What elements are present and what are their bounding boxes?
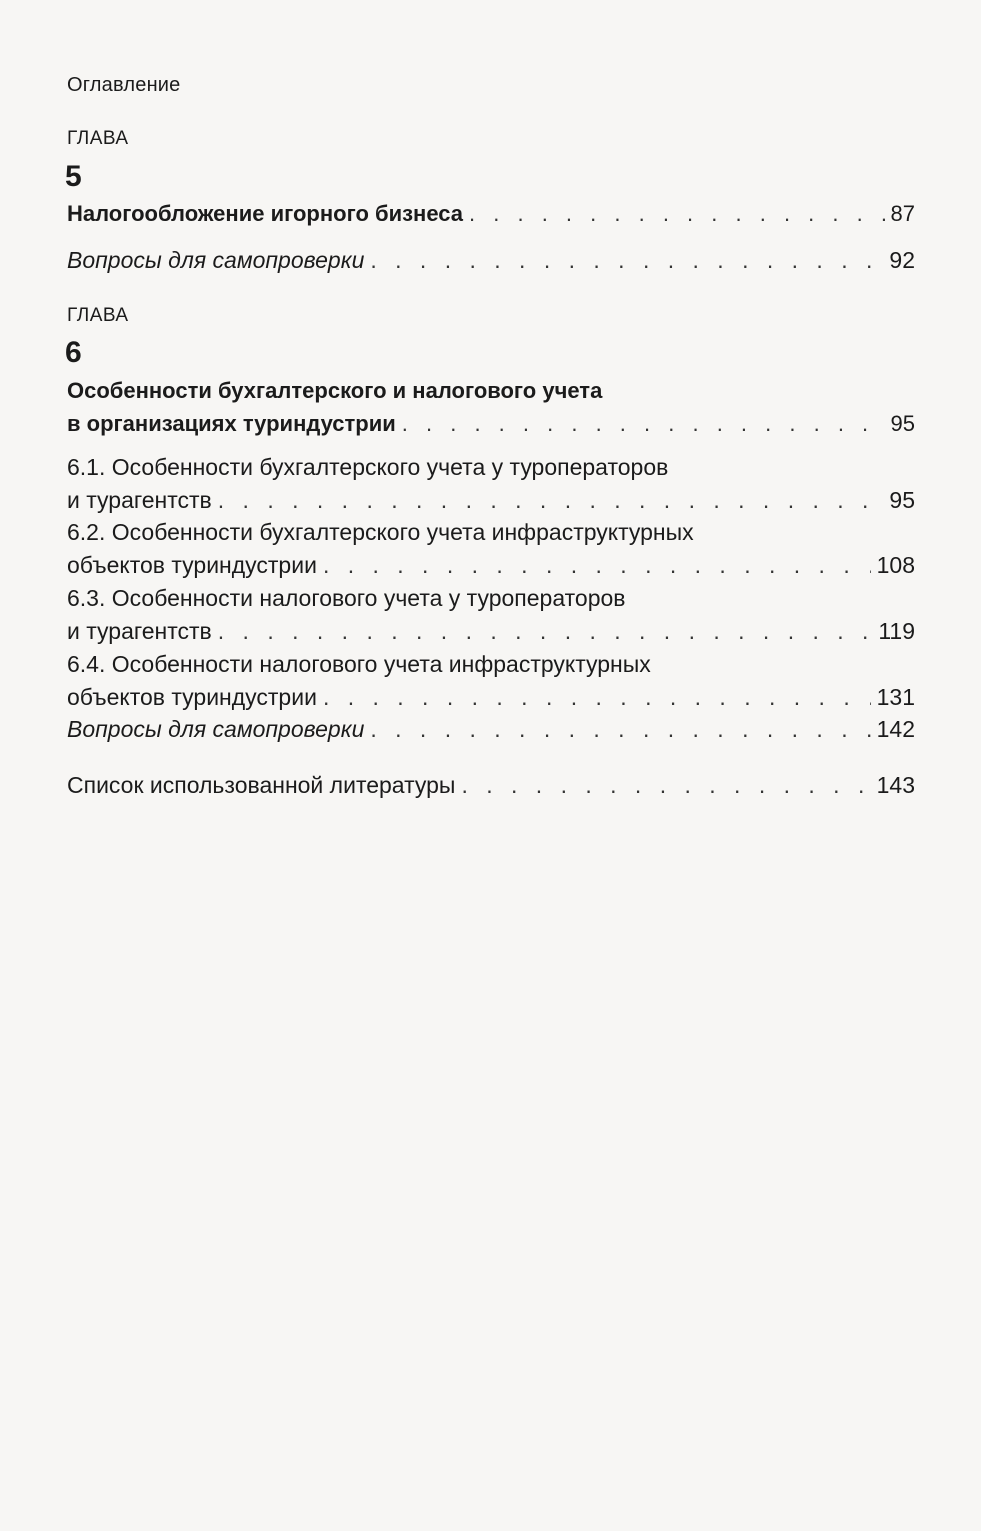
- chapter-number: 5: [65, 160, 82, 193]
- section-entry: [67, 516, 915, 582]
- section-title-line-1: 6.2. Особенности бухгалтерского учета инфраструктурных: [67, 519, 694, 545]
- chapter-label: ГЛАВА: [67, 305, 129, 326]
- chapter-label: ГЛАВА: [67, 128, 129, 149]
- page-number: 87: [890, 201, 915, 226]
- leader-dots: [402, 407, 885, 440]
- chapter-title-entry: [67, 374, 915, 440]
- page-number: 92: [889, 247, 915, 273]
- chapter-title-line-2: в организациях туриндустрии: [67, 411, 396, 436]
- section-entry: [67, 451, 915, 517]
- questions-entry: [67, 244, 915, 277]
- leader-dots: [218, 615, 873, 648]
- chapter-number: 6: [65, 336, 82, 369]
- running-header: Оглавление: [67, 74, 181, 96]
- leader-dots: [323, 549, 871, 582]
- page-number: 108: [876, 552, 915, 578]
- section-entry: [67, 582, 915, 648]
- section-title-line-1: 6.4. Особенности налогового учета инфраструктурных: [67, 651, 651, 677]
- questions-title: Вопросы для самопроверки: [67, 716, 365, 742]
- leader-dots: [469, 197, 884, 230]
- leader-dots: [370, 713, 870, 746]
- page-number: 143: [876, 772, 915, 798]
- section-title-line-2: и турагентств: [67, 487, 212, 513]
- section-title-line-1: 6.3. Особенности налогового учета у туроператоров: [67, 585, 626, 611]
- questions-title: Вопросы для самопроверки: [67, 247, 365, 273]
- questions-entry: [67, 713, 915, 746]
- chapter-title-line-1: Особенности бухгалтерского и налогового учета: [67, 378, 603, 403]
- chapter-title: Налогообложение игорного бизнеса: [67, 201, 464, 226]
- bibliography-entry: [67, 769, 915, 802]
- page-number: 142: [876, 716, 915, 742]
- section-entry: [67, 648, 915, 714]
- leader-dots: [461, 769, 870, 802]
- page-number: 119: [878, 618, 915, 644]
- section-title-line-2: объектов туриндустрии: [67, 684, 317, 710]
- bibliography-title: Список использованной литературы: [67, 772, 456, 798]
- section-title-line-2: объектов туриндустрии: [67, 552, 317, 578]
- page-number: 95: [889, 487, 915, 513]
- leader-dots: [370, 244, 883, 277]
- leader-dots: [218, 484, 884, 517]
- section-title-line-1: 6.1. Особенности бухгалтерского учета у туроператоров: [67, 454, 669, 480]
- page-number: 131: [876, 684, 915, 710]
- leader-dots: [323, 681, 871, 714]
- chapter-title-entry: [67, 197, 915, 230]
- page-number: 95: [890, 411, 915, 436]
- section-title-line-2: и турагентств: [67, 618, 212, 644]
